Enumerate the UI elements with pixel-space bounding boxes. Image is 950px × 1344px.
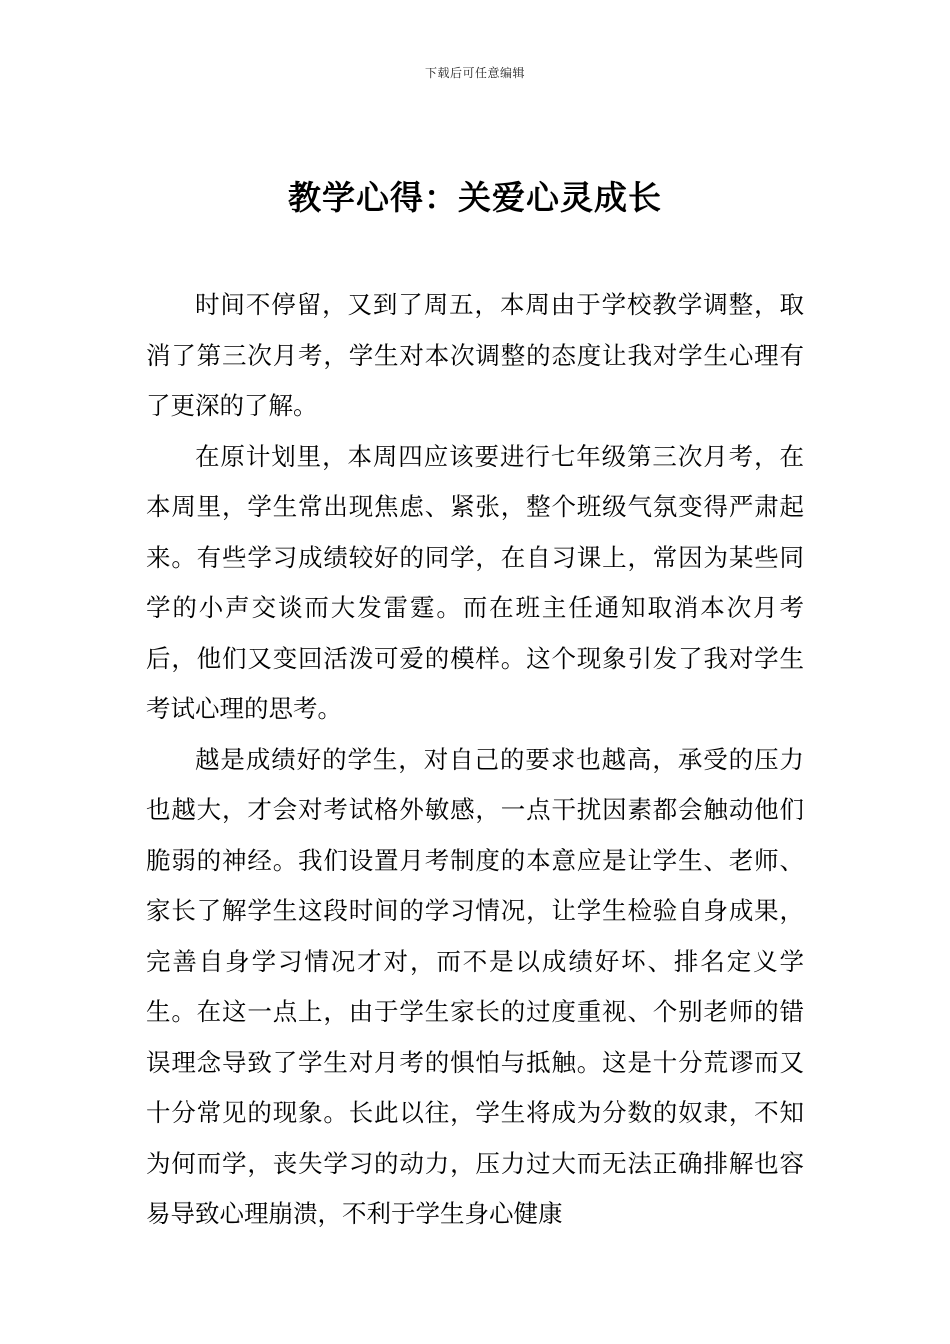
paragraph: 时间不停留，又到了周五，本周由于学校教学调整，取消了第三次月考，学生对本次调整的态度让我对学生心理有了更深的了解。	[146, 290, 804, 420]
paragraph: 越是成绩好的学生，对自己的要求也越高，承受的压力也越大，才会对考试格外敏感，一点干扰因素都会触动他们脆弱的神经。我们设置月考制度的本意应是让学生、老师、家长了解学生这段时间的学习情况，让学生检验自身成果，完善自身学习情况才对，而不是以成绩好坏、排名定义学生。在这一点上，由于学生家长的过度重视、个别老师的错误理念导致了学生对月考的惧怕与抵触。这是十分荒谬而又十分常见的现象。长此以往，学生将成为分数的奴隶，不知为何而学，丧失学习的动力，压力过大而无法正确排解也容易导致心理崩溃，不利于学生身心健康	[146, 744, 804, 1228]
document-body	[146, 280, 804, 1240]
document-title: 教学心得：关爱心灵成长	[288, 178, 662, 217]
paragraph: 在原计划里，本周四应该要进行七年级第三次月考，在本周里，学生常出现焦虑、紧张，整个班级气氛变得严肃起来。有些学习成绩较好的同学，在自习课上，常因为某些同学的小声交谈而大发雷霆。而在班主任通知取消本次月考后，他们又变回活泼可爱的模样。这个现象引发了我对学生考试心理的思考。	[146, 441, 804, 723]
header-note: 下载后可任意编辑	[424, 66, 525, 80]
